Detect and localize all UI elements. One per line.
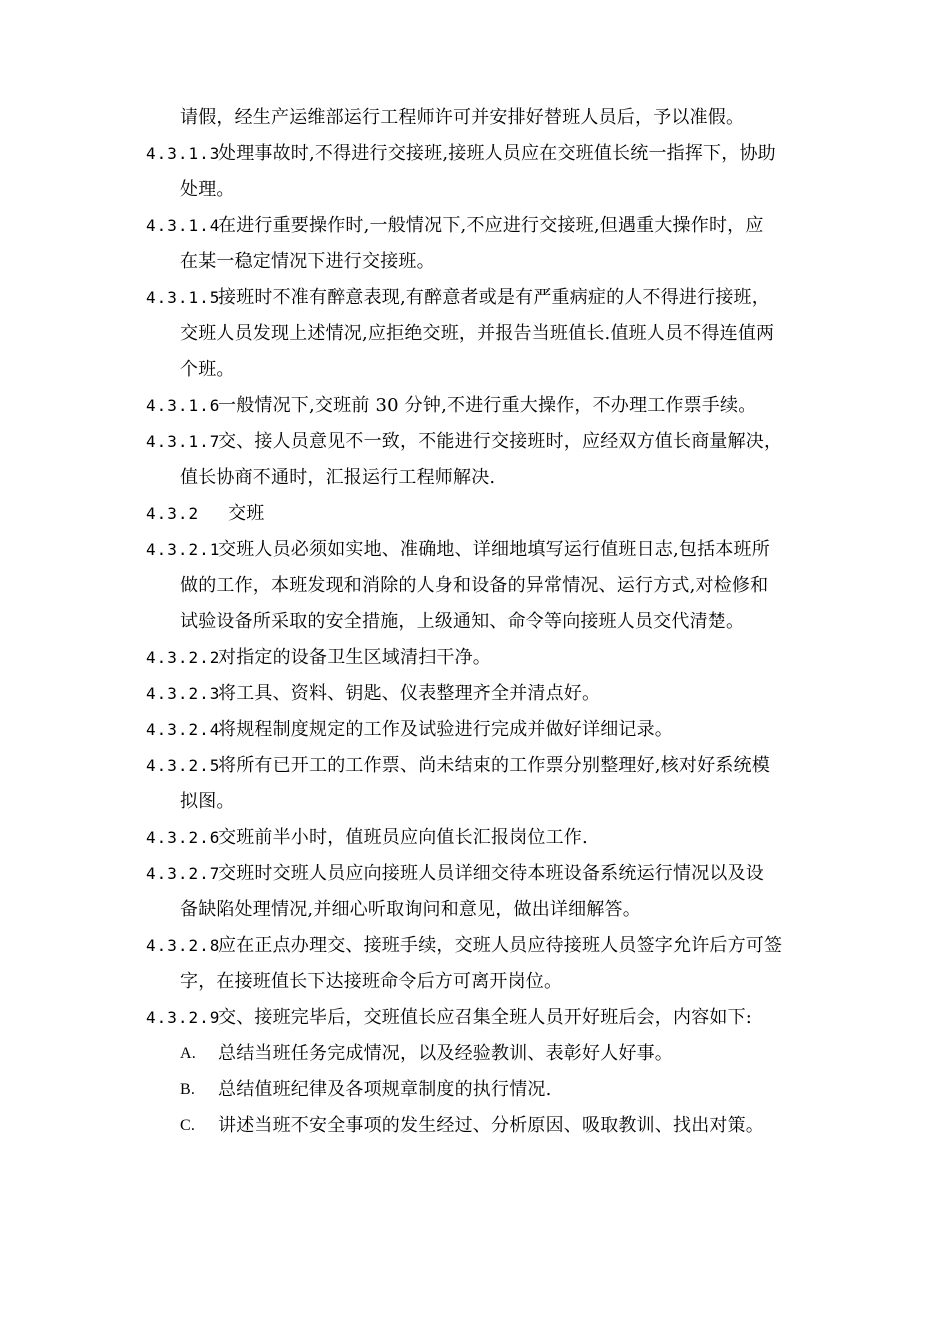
line-text: 接班时不准有醉意表现,有醉意者或是有严重病症的人不得进行接班， [218, 287, 770, 308]
line-text: 在某一稳定情况下进行交接班。 [180, 251, 435, 272]
line-text: 做的工作，本班发现和消除的人身和设备的异常情况、运行方式,对检修和 [180, 575, 769, 596]
clause-number: 4.3.2.2 [146, 648, 221, 667]
paragraph-line [0, 316, 950, 352]
list-marker: C. [180, 1117, 196, 1134]
paragraph-line [0, 1000, 950, 1036]
line-text: 交、接人员意见不一致，不能进行交接班时，应经双方值长商量解决， [218, 431, 783, 452]
list-marker: B. [180, 1081, 196, 1098]
line-text: 总结值班纪律及各项规章制度的执行情况. [218, 1079, 552, 1100]
line-text: 交班时交班人员应向接班人员详细交待本班设备系统运行情况以及设 [218, 863, 764, 884]
paragraph-line [0, 892, 950, 928]
list-item [0, 1036, 950, 1072]
document-body [0, 100, 950, 1144]
clause-number: 4.3.2.9 [146, 1008, 221, 1027]
paragraph-line [0, 244, 950, 280]
paragraph-line [0, 100, 950, 136]
paragraph-line [0, 712, 950, 748]
paragraph-line [0, 604, 950, 640]
line-text: 请假，经生产运维部运行工程师许可并安排好替班人员后，予以准假。 [180, 107, 745, 128]
line-text: 在进行重要操作时,一般情况下,不应进行交接班,但遇重大操作时，应 [218, 215, 764, 236]
paragraph-line [0, 784, 950, 820]
line-text: 交班人员必须如实地、准确地、详细地填写运行值班日志,包括本班所 [218, 539, 770, 560]
line-text: 交班前半小时，值班员应向值长汇报岗位工作. [218, 827, 588, 848]
line-text: 讲述当班不安全事项的发生经过、分析原因、吸取教训、找出对策。 [218, 1115, 764, 1136]
line-text: 应在正点办理交、接班手续，交班人员应待接班人员签字允许后方可签 [218, 935, 783, 956]
clause-number: 4.3.1.3 [146, 144, 221, 163]
clause-number: 4.3.1.7 [146, 432, 221, 451]
paragraph-line [0, 352, 950, 388]
clause-number: 4.3.1.6 [146, 396, 221, 415]
paragraph-line [0, 280, 950, 316]
paragraph-line [0, 568, 950, 604]
line-text: 处理。 [180, 179, 235, 200]
clause-number: 4.3.2.8 [146, 936, 221, 955]
section-heading [0, 496, 950, 532]
line-text: 将工具、资料、钥匙、仪表整理齐全并清点好。 [218, 683, 601, 704]
line-text: 交、接班完毕后，交班值长应召集全班人员开好班后会，内容如下: [218, 1007, 753, 1028]
list-marker: A. [180, 1045, 196, 1062]
paragraph-line [0, 136, 950, 172]
paragraph-line [0, 172, 950, 208]
line-text: 试验设备所采取的安全措施，上级通知、命令等向接班人员交代清楚。 [180, 611, 745, 632]
clause-number: 4.3.2.4 [146, 720, 221, 739]
line-text: 对指定的设备卫生区域清扫干净。 [218, 647, 491, 668]
list-item [0, 1072, 950, 1108]
paragraph-line [0, 388, 950, 424]
heading-text: 交班 [228, 503, 265, 524]
clause-number: 4.3.2.6 [146, 828, 221, 847]
line-text: 将所有已开工的工作票、尚未结束的工作票分别整理好,核对好系统模 [218, 755, 770, 776]
line-text: 处理事故时,不得进行交接班,接班人员应在交班值长统一指挥下，协助 [218, 143, 776, 164]
clause-number: 4.3.1.5 [146, 288, 221, 307]
line-text: 总结当班任务完成情况，以及经验教训、表彰好人好事。 [218, 1043, 673, 1064]
paragraph-line [0, 856, 950, 892]
clause-number: 4.3.1.4 [146, 216, 221, 235]
clause-number: 4.3.2.7 [146, 864, 221, 883]
line-text: 个班。 [180, 359, 235, 380]
line-text: 值长协商不通时，汇报运行工程师解决. [180, 467, 496, 488]
paragraph-line [0, 208, 950, 244]
clause-number: 4.3.2.5 [146, 756, 221, 775]
line-text: 备缺陷处理情况,并细心听取询问和意见，做出详细解答。 [180, 899, 641, 920]
paragraph-line [0, 820, 950, 856]
paragraph-line [0, 928, 950, 964]
paragraph-line [0, 676, 950, 712]
clause-number: 4.3.2.3 [146, 684, 221, 703]
line-text: 字，在接班值长下达接班命令后方可离开岗位。 [180, 971, 563, 992]
paragraph-line [0, 748, 950, 784]
paragraph-line [0, 424, 950, 460]
line-text: 拟图。 [180, 791, 235, 812]
line-text: 交班人员发现上述情况,应拒绝交班，并报告当班值长.值班人员不得连值两 [180, 323, 775, 344]
line-text: 将规程制度规定的工作及试验进行完成并做好详细记录。 [218, 719, 673, 740]
line-text: 一般情况下,交班前 30 分钟,不进行重大操作，不办理工作票手续。 [218, 395, 757, 416]
paragraph-line [0, 532, 950, 568]
paragraph-line [0, 640, 950, 676]
clause-number: 4.3.2 [146, 504, 200, 523]
list-item [0, 1108, 950, 1144]
paragraph-line [0, 460, 950, 496]
clause-number: 4.3.2.1 [146, 540, 221, 559]
paragraph-line [0, 964, 950, 1000]
